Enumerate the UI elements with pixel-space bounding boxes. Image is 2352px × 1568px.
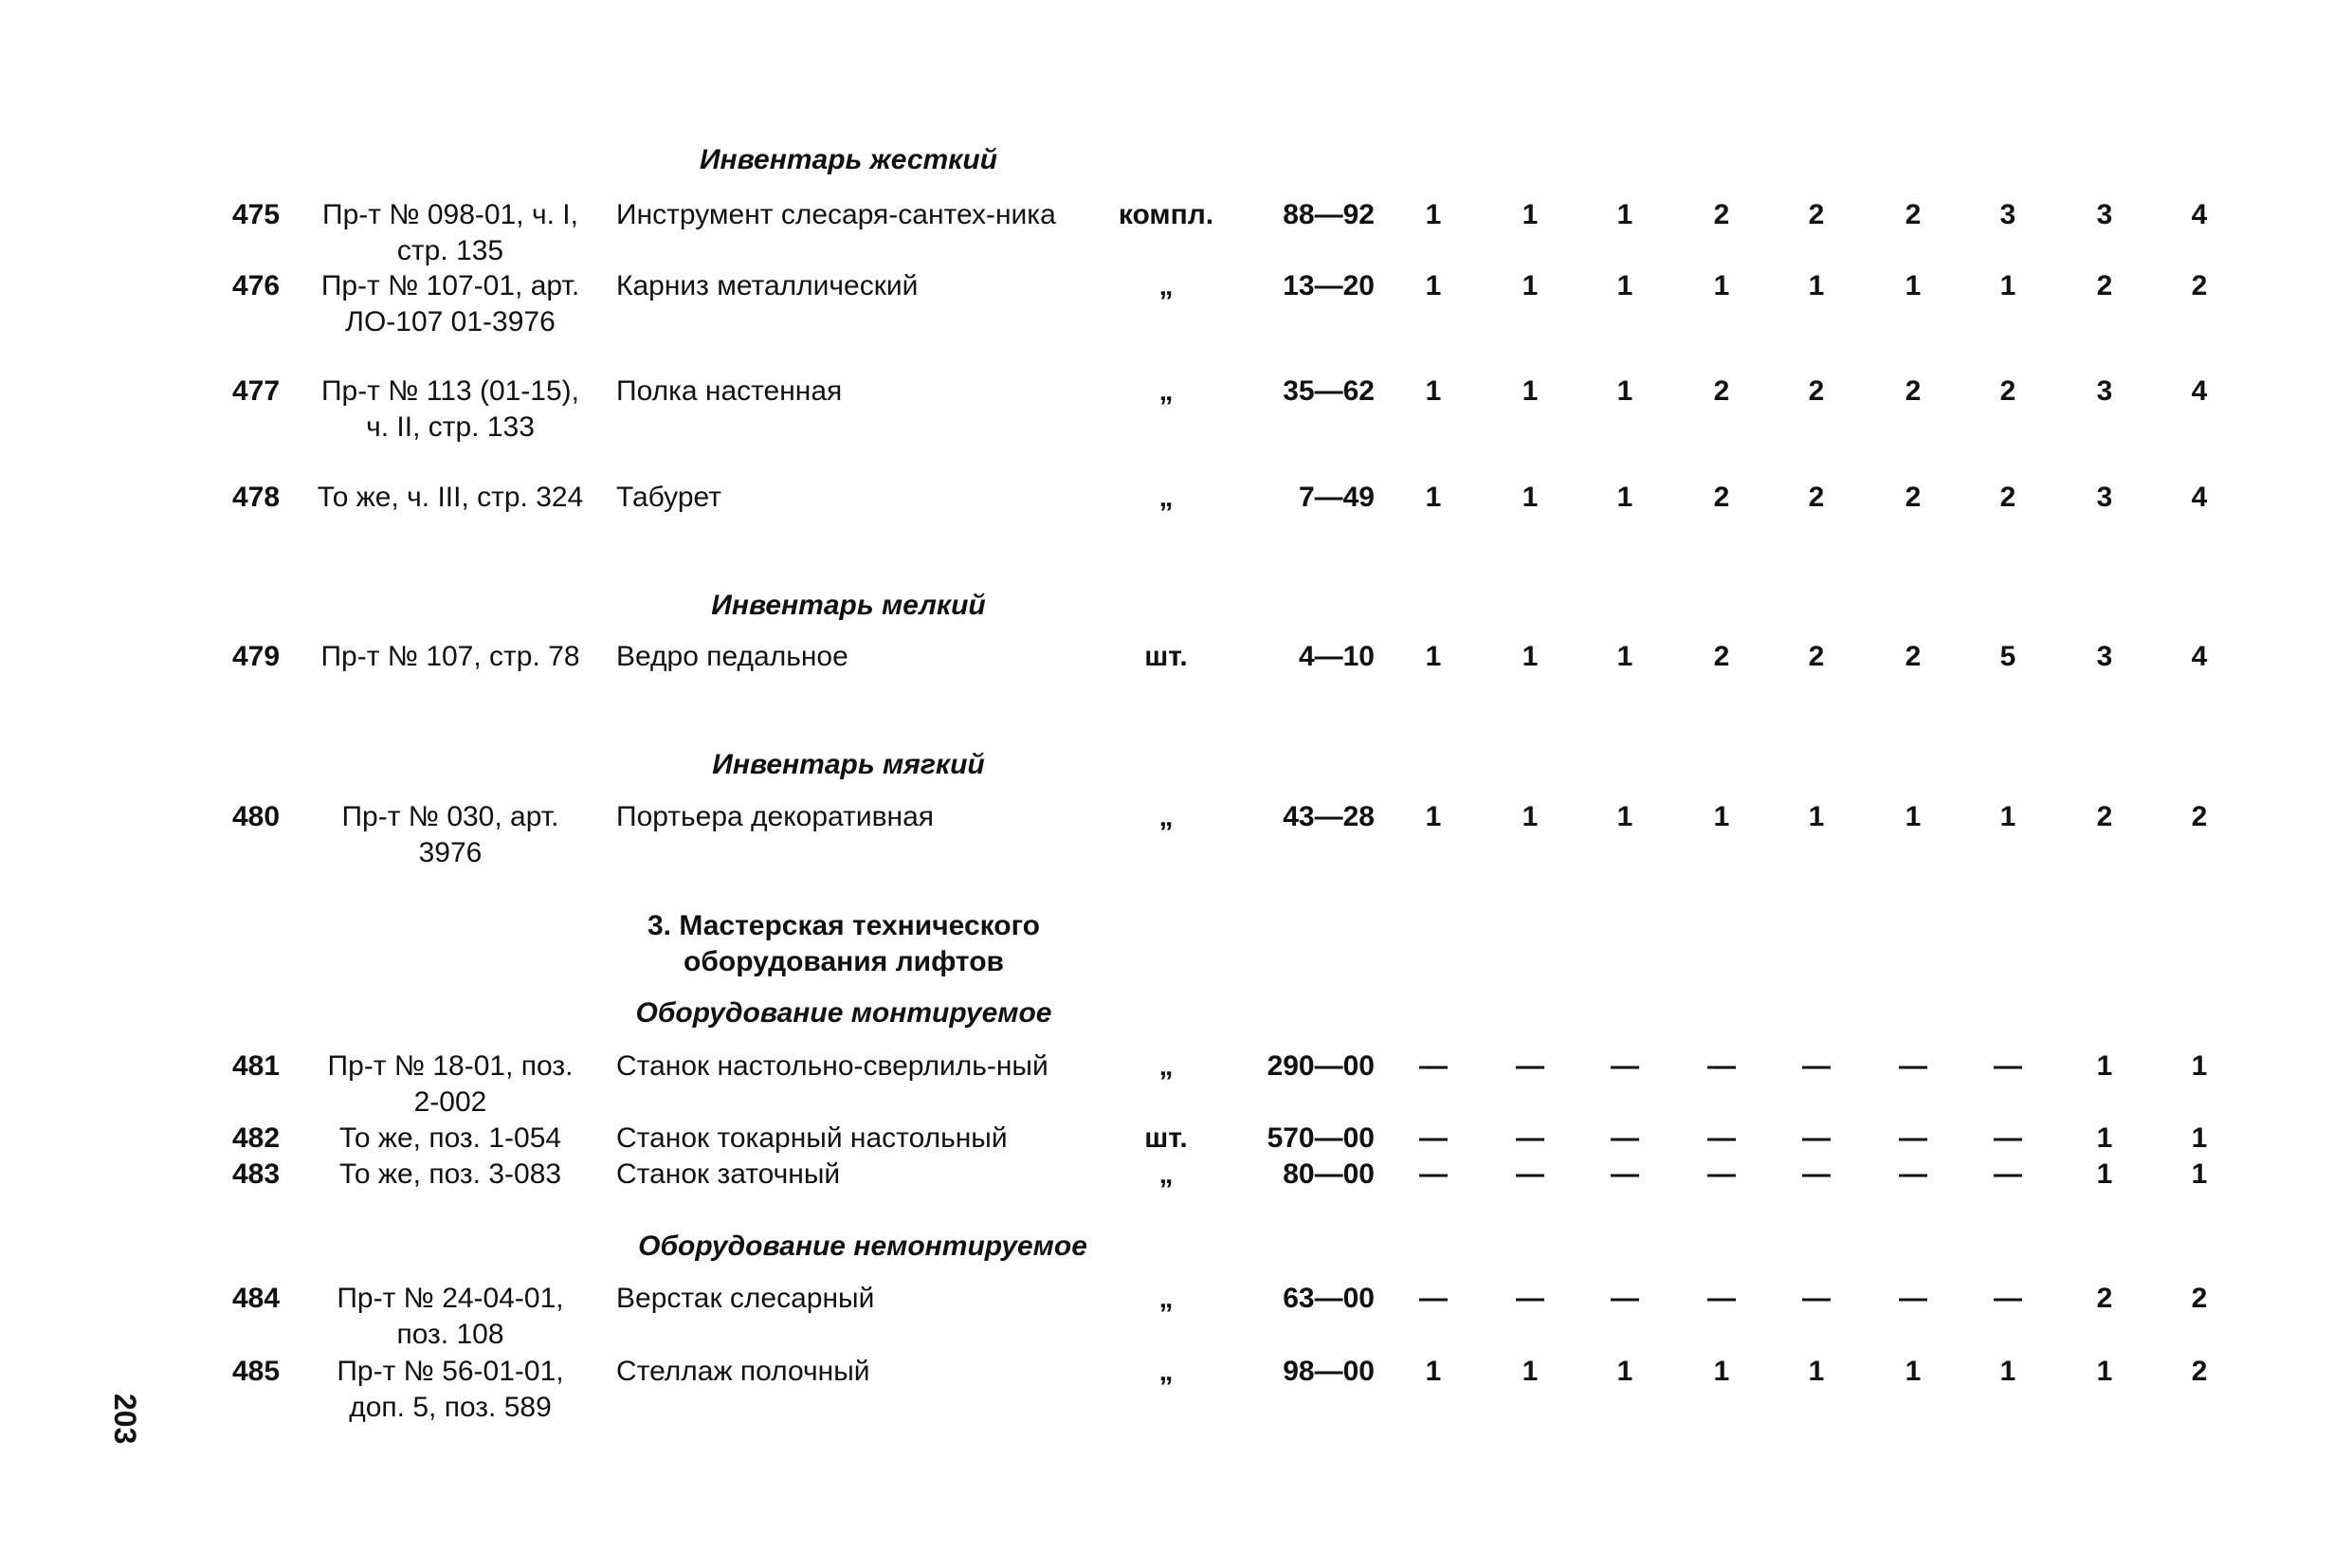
- row-unit: „: [1158, 1283, 1174, 1314]
- row-qty: —: [1707, 1158, 1736, 1190]
- row-qty: —: [1802, 1122, 1831, 1154]
- row-qty: 1: [2096, 1158, 2113, 1190]
- row-reference: То же, поз. 3-083: [338, 1158, 562, 1190]
- row-qty: —: [1899, 1122, 1927, 1154]
- row-qty: 3: [2096, 375, 2113, 407]
- row-qty: 1: [1425, 375, 1442, 407]
- row-number: 482: [231, 1122, 281, 1154]
- row-qty: 1: [2191, 1122, 2208, 1154]
- page-number: 203: [108, 1394, 142, 1445]
- row-qty: 4: [2191, 641, 2208, 672]
- row-number: 475: [231, 199, 281, 230]
- row-qty: —: [1994, 1283, 2022, 1314]
- row-price: 43—28: [1283, 801, 1375, 832]
- row-qty: 1: [1616, 375, 1633, 407]
- row-qty: 1: [1999, 1356, 2016, 1387]
- row-qty: —: [1994, 1158, 2022, 1190]
- row-reference: То же, поз. 1-054: [338, 1122, 562, 1154]
- row-qty: 1: [1713, 801, 1730, 832]
- row-unit: „: [1158, 1356, 1174, 1387]
- row-price: 63—00: [1283, 1283, 1375, 1314]
- row-number: 478: [231, 482, 281, 513]
- row-qty: —: [1419, 1050, 1448, 1082]
- row-qty: 1: [1425, 1356, 1442, 1387]
- row-number: 477: [231, 375, 281, 407]
- row-qty: 1: [1616, 270, 1633, 301]
- row-name: Верстак слесарный: [616, 1283, 875, 1314]
- row-qty: 4: [2191, 375, 2208, 407]
- row-name: Ведро педальное: [616, 641, 848, 672]
- section-title-soft-inventory: Инвентарь мягкий: [712, 749, 985, 780]
- row-qty: 1: [1425, 801, 1442, 832]
- row-qty: 1: [1522, 641, 1539, 672]
- row-price: 98—00: [1283, 1356, 1375, 1387]
- workshop-heading: 3. Мастерская технического оборудования лифтов: [647, 910, 1040, 977]
- row-qty: 2: [2191, 1283, 2208, 1314]
- row-unit: шт.: [1144, 1122, 1188, 1154]
- row-qty: —: [1419, 1158, 1448, 1190]
- row-qty: 1: [1616, 641, 1633, 672]
- row-price: 35—62: [1283, 375, 1375, 407]
- row-qty: 1: [2191, 1158, 2208, 1190]
- row-qty: 1: [1522, 482, 1539, 513]
- row-price: 4—10: [1298, 641, 1375, 672]
- row-qty: 2: [1905, 199, 1922, 230]
- row-qty: 5: [1999, 641, 2016, 672]
- row-reference: Пр-т № 18-01, поз. 2-002: [327, 1050, 574, 1118]
- row-qty: —: [1802, 1283, 1831, 1314]
- row-qty: 1: [1713, 1356, 1730, 1387]
- row-price: 88—92: [1283, 199, 1375, 230]
- row-qty: 1: [1905, 1356, 1922, 1387]
- row-qty: 1: [2096, 1122, 2113, 1154]
- row-qty: 2: [2096, 801, 2113, 832]
- row-reference: Пр-т № 113 (01-15), ч. II, стр. 133: [320, 375, 580, 443]
- row-reference: Пр-т № 098-01, ч. I, стр. 135: [322, 199, 578, 266]
- row-unit: „: [1158, 801, 1174, 832]
- row-number: 481: [231, 1050, 281, 1082]
- row-number: 480: [231, 801, 281, 832]
- row-name: Карниз металлический: [616, 270, 919, 301]
- row-qty: —: [1611, 1122, 1639, 1154]
- row-qty: 1: [2191, 1050, 2208, 1082]
- row-qty: 1: [1522, 270, 1539, 301]
- row-reference: Пр-т № 107-01, арт. ЛО-107 01-3976: [320, 270, 580, 337]
- row-qty: 1: [1425, 482, 1442, 513]
- row-qty: 2: [1808, 482, 1825, 513]
- row-qty: 2: [1999, 375, 2016, 407]
- row-qty: 2: [2191, 801, 2208, 832]
- row-qty: —: [1611, 1050, 1639, 1082]
- row-qty: 3: [2096, 641, 2113, 672]
- row-qty: —: [1707, 1050, 1736, 1082]
- row-qty: 2: [1713, 641, 1730, 672]
- row-name: Портьера декоративная: [616, 801, 935, 832]
- row-qty: —: [1419, 1283, 1448, 1314]
- row-reference: Пр-т № 56-01-01, доп. 5, поз. 589: [337, 1356, 564, 1423]
- row-qty: 1: [1425, 641, 1442, 672]
- row-qty: —: [1419, 1122, 1448, 1154]
- row-qty: 4: [2191, 199, 2208, 230]
- row-price: 290—00: [1267, 1050, 1375, 1082]
- row-name: Инструмент слесаря-сантех-ника: [616, 199, 1056, 230]
- row-qty: —: [1994, 1122, 2022, 1154]
- row-qty: —: [1516, 1122, 1544, 1154]
- row-name: Полка настенная: [616, 375, 843, 407]
- row-qty: —: [1899, 1283, 1927, 1314]
- row-qty: 1: [1522, 199, 1539, 230]
- row-qty: 1: [1425, 270, 1442, 301]
- row-name: Табурет: [616, 482, 721, 513]
- row-qty: 1: [1522, 801, 1539, 832]
- row-qty: 1: [1522, 375, 1539, 407]
- row-qty: 1: [1808, 270, 1825, 301]
- row-qty: 1: [1999, 270, 2016, 301]
- row-qty: —: [1802, 1050, 1831, 1082]
- row-qty: 1: [1616, 1356, 1633, 1387]
- row-qty: 1: [1905, 801, 1922, 832]
- row-qty: 2: [1713, 199, 1730, 230]
- row-unit: шт.: [1144, 641, 1188, 672]
- row-reference: Пр-т № 030, арт. 3976: [341, 801, 559, 868]
- row-qty: —: [1516, 1050, 1544, 1082]
- row-qty: 1: [1616, 482, 1633, 513]
- row-reference: То же, ч. III, стр. 324: [317, 482, 584, 513]
- row-qty: —: [1707, 1283, 1736, 1314]
- section-title-non-mounted-equipment: Оборудование немонтируемое: [638, 1231, 1087, 1262]
- row-qty: —: [1611, 1283, 1639, 1314]
- row-name: Станок настольно-сверлиль-ный: [616, 1050, 1048, 1082]
- row-reference: Пр-т № 24-04-01, поз. 108: [337, 1283, 564, 1350]
- row-qty: 1: [1999, 801, 2016, 832]
- row-name: Стеллаж полочный: [616, 1356, 870, 1387]
- row-reference: Пр-т № 107, стр. 78: [320, 641, 580, 672]
- row-qty: 2: [1713, 375, 1730, 407]
- row-qty: 1: [1425, 199, 1442, 230]
- row-qty: 1: [2096, 1050, 2113, 1082]
- section-title-mounted-equipment: Оборудование монтируемое: [635, 997, 1052, 1029]
- row-qty: 2: [1999, 482, 2016, 513]
- row-number: 485: [231, 1356, 281, 1387]
- row-qty: 3: [2096, 199, 2113, 230]
- row-qty: 2: [2191, 1356, 2208, 1387]
- row-qty: 4: [2191, 482, 2208, 513]
- row-qty: 1: [1808, 1356, 1825, 1387]
- row-qty: 2: [2096, 1283, 2113, 1314]
- row-qty: 2: [2191, 270, 2208, 301]
- row-qty: 1: [1905, 270, 1922, 301]
- row-qty: —: [1516, 1158, 1544, 1190]
- row-qty: 3: [1999, 199, 2016, 230]
- row-qty: 2: [1905, 375, 1922, 407]
- row-qty: —: [1899, 1050, 1927, 1082]
- row-qty: 1: [2096, 1356, 2113, 1387]
- row-price: 7—49: [1298, 482, 1375, 513]
- section-title-rigid-inventory: Инвентарь жесткий: [699, 144, 998, 175]
- row-name: Станок заточный: [616, 1158, 841, 1190]
- row-number: 483: [231, 1158, 281, 1190]
- row-qty: 1: [1713, 270, 1730, 301]
- row-price: 80—00: [1283, 1158, 1375, 1190]
- row-unit: „: [1158, 1050, 1174, 1082]
- row-number: 479: [231, 641, 281, 672]
- row-qty: 2: [1713, 482, 1730, 513]
- row-price: 13—20: [1283, 270, 1375, 301]
- row-qty: —: [1516, 1283, 1544, 1314]
- row-number: 476: [231, 270, 281, 301]
- section-title-small-inventory: Инвентарь мелкий: [711, 590, 986, 621]
- row-unit: компл.: [1118, 199, 1214, 230]
- row-qty: 3: [2096, 482, 2113, 513]
- row-qty: 2: [1808, 199, 1825, 230]
- row-qty: —: [1899, 1158, 1927, 1190]
- row-qty: 1: [1808, 801, 1825, 832]
- row-qty: —: [1994, 1050, 2022, 1082]
- row-unit: „: [1158, 375, 1174, 407]
- row-qty: 2: [1808, 375, 1825, 407]
- row-qty: —: [1707, 1122, 1736, 1154]
- row-qty: 1: [1616, 199, 1633, 230]
- row-unit: „: [1158, 270, 1174, 301]
- row-unit: „: [1158, 482, 1174, 513]
- row-qty: 2: [1905, 482, 1922, 513]
- row-qty: 1: [1522, 1356, 1539, 1387]
- row-name: Станок токарный настольный: [616, 1122, 1008, 1154]
- row-price: 570—00: [1267, 1122, 1375, 1154]
- row-number: 484: [231, 1283, 281, 1314]
- row-qty: 2: [2096, 270, 2113, 301]
- row-qty: —: [1802, 1158, 1831, 1190]
- row-qty: 2: [1905, 641, 1922, 672]
- row-qty: 2: [1808, 641, 1825, 672]
- row-qty: —: [1611, 1158, 1639, 1190]
- row-unit: „: [1158, 1158, 1174, 1190]
- row-qty: 1: [1616, 801, 1633, 832]
